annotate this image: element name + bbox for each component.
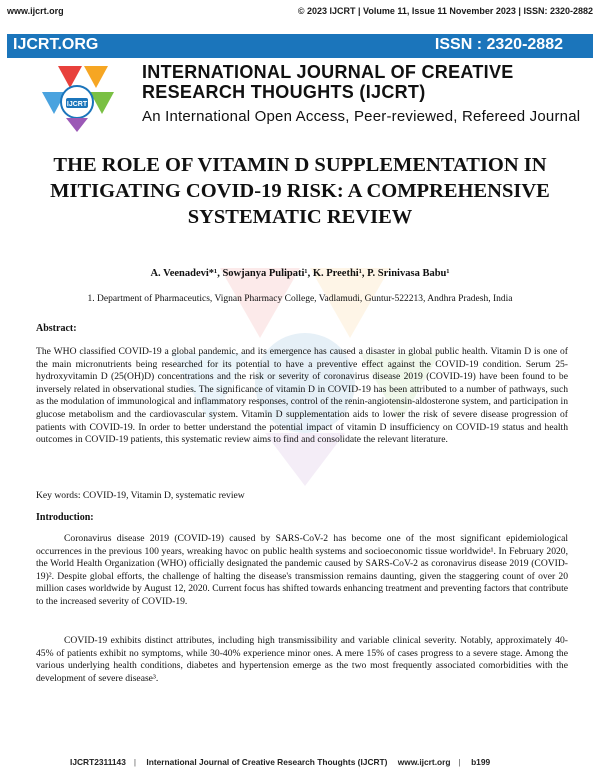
footer-id: IJCRT2311143 [70,757,126,767]
article-title: THE ROLE OF VITAMIN D SUPPLEMENTATION IN MITIGATING COVID-19 RISK: A COMPREHENSIVE SYSTEMATIC REVIEW [50,154,550,228]
abstract-heading: Abstract: [36,323,77,334]
journal-banner [7,34,593,58]
introduction-paragraph-1: Coronavirus disease 2019 (COVID-19) caused by SARS-CoV-2 has become one of the most significant epidemiological occurrences in the previous 100 years, wreaking havoc on public health systems and socioeconomic tissue worldwide¹. In February 2020, the World Health Organization (WHO) officially designated the pandemic caused by SARS-CoV-2 as coronavirus disease 2019 (COVID-19)². Despite global efforts, the challenge of halting the disease's transmission remains daunting, given the staggering count of over 20 million cases worldwide by August 12, 2020. Current focus has shifted towards enhancing treatment and preventing factors that contribute to the increased severity of COVID-19. [36,533,568,607]
logo-text: IJCRT [66,101,88,108]
footer-page: b199 [471,757,491,767]
introduction-heading: Introduction: [36,512,94,523]
running-header [7,6,593,18]
banner-site: IJCRT.ORG [13,36,99,53]
article-affiliation: 1. Department of Pharmaceutics, Vignan Pharmacy College, Vadlamudi, Guntur-522213, Andhra Pradesh, India [87,294,513,304]
abstract-text: The WHO classified COVID-19 a global pandemic, and its emergence has caused a disaster in global public health. Vitamin D is one of the main micronutrients being researched for its potential to have a preventive effect against the COVID-19 condition. Serum 25-hydroxyvitamin D (25(OH)D) concentrations and the risk or severity of coronavirus disease 2019 (COVID-19) have been found to be inversely related in observational studies. The significance of vitamin D in COVID-19 has been attributed to a number of pathways, such as the modulation of immunological and inflammatory responses, control of the renin-angiotensin-aldosterone system, and participation in glucose metabolism and the cardiovascular system. Vitamin D supplementation aids to lower the risk of severe disease progression of patients with COVID-19. In order to better understand the potential impact of vitamin D insufficiency on COVID-19 status and health outcomes in COVID-19 patients, this systematic review aims to find and consolidate the relevant literature. [36,346,568,446]
header-site: www.ijcrt.org [7,6,64,16]
journal-subtitle: An International Open Access, Peer-reviewed, Refereed Journal [142,108,581,125]
footer-journal: International Journal of Creative Research Thoughts (IJCRT) [146,757,388,767]
header-issue-line: © 2023 IJCRT | Volume 11, Issue 11 November 2023 | ISSN: 2320-2882 [297,6,593,16]
article-authors: A. Veenadevi*¹, Sowjanya Pulipati¹, K. Preethi¹, P. Srinivasa Babu¹ [150,268,450,279]
journal-logo [36,62,118,134]
footer-site: www.ijcrt.org [397,757,451,767]
introduction-paragraph-2: COVID-19 exhibits distinct attributes, including high transmissibility and variable clinical severity. Notably, approximately 40-45% of patients exhibit no symptoms, while 30-40% experience minor ones. A mere 15% of cases progress to a severe stage. Among the various underlying health conditions, diabetes and hypertension emerge as the two most frequently associated comorbidities with the development of severe disease³. [36,635,568,684]
page-footer: IJCRT2311143 | International Journal of Creative Research Thoughts (IJCRT) www.ijcrt.org | b199 [70,757,491,767]
journal-title: INTERNATIONAL JOURNAL OF CREATIVE RESEARCH THOUGHTS (IJCRT) [142,62,514,102]
banner-issn: ISSN : 2320-2882 [434,36,563,53]
keywords: Key words: COVID-19, Vitamin D, systematic review [36,490,245,501]
